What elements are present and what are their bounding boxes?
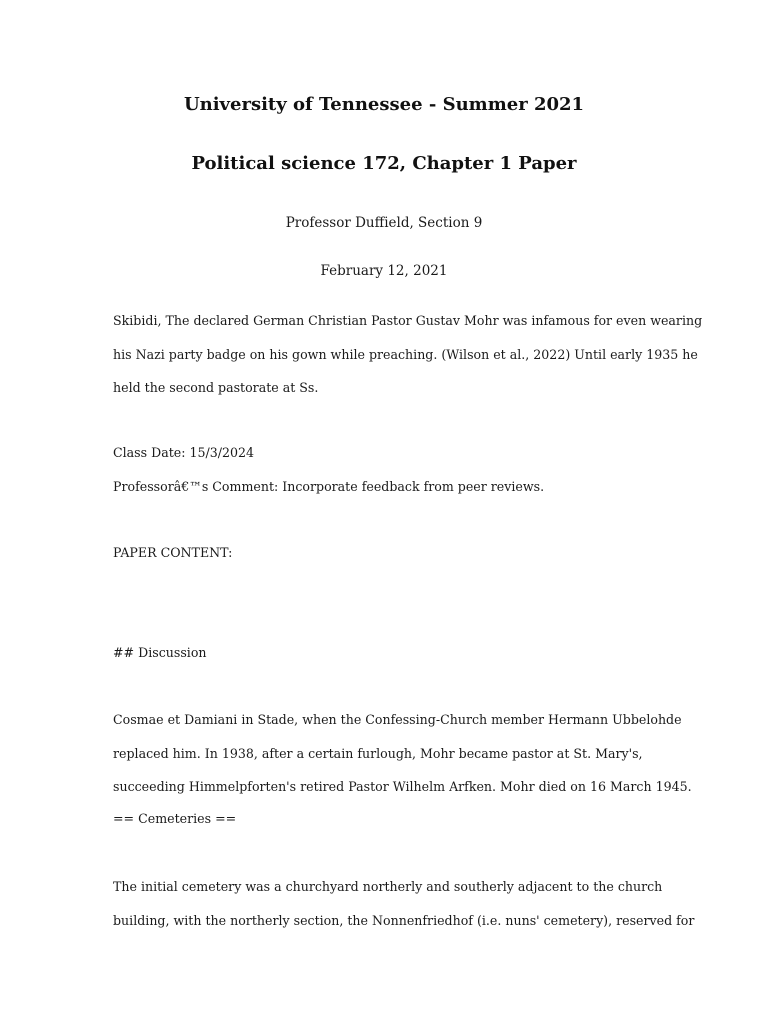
- discussion-heading: ## Discussion: [113, 645, 207, 660]
- discussion-line-3: succeeding Himmelpforten's retired Pastor Wilhelm Arfken. Mohr died on 16 March 1945.: [113, 779, 692, 794]
- paper-content-label: PAPER CONTENT:: [113, 545, 233, 560]
- cemeteries-heading: == Cemeteries ==: [113, 811, 237, 826]
- intro-line-1: Skibidi, The declared German Christian Pastor Gustav Mohr was infamous for even wearing: [113, 313, 703, 328]
- intro-paragraph: [113, 304, 703, 405]
- professor-line: Professor Duffield, Section 9: [285, 215, 483, 231]
- discussion-paragraph: [113, 703, 692, 804]
- professor-comment: Professorâ€™s Comment: Incorporate feedback from peer reviews.: [113, 479, 545, 494]
- date-line: February 12, 2021: [320, 263, 448, 279]
- intro-line-2: his Nazi party badge on his gown while preaching. (Wilson et al., 2022) Until early 1935 he: [113, 346, 698, 362]
- cemetery-line-2: building, with the northerly section, the Nonnenfriedhof (i.e. nuns' cemetery), reserved for: [113, 912, 695, 928]
- intro-line-3: held the second pastorate at Ss.: [113, 380, 319, 395]
- course-title-heading: Political science 172, Chapter 1 Paper: [191, 153, 577, 174]
- university-heading: University of Tennessee - Summer 2021: [183, 94, 585, 115]
- class-date: Class Date: 15/3/2024: [113, 445, 255, 460]
- cemetery-paragraph: [113, 870, 695, 937]
- cemetery-line-1: The initial cemetery was a churchyard northerly and southerly adjacent to the church: [113, 879, 663, 894]
- discussion-line-2: replaced him. In 1938, after a certain furlough, Mohr became pastor at St. Mary's,: [113, 745, 643, 761]
- discussion-line-1: Cosmae et Damiani in Stade, when the Confessing-Church member Hermann Ubbelohde: [113, 712, 682, 727]
